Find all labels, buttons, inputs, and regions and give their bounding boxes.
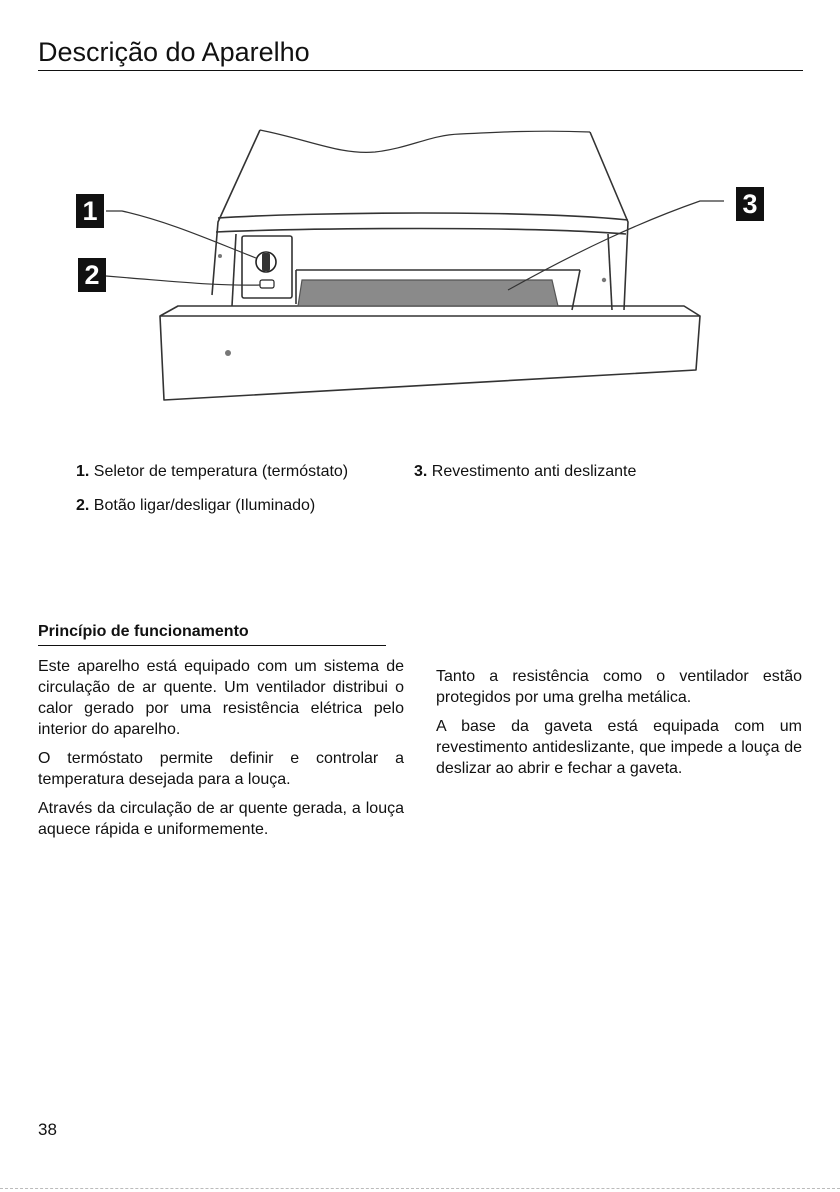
cabinet-top-edge xyxy=(260,130,590,152)
legend-item-3 xyxy=(414,462,636,482)
left-column xyxy=(38,656,404,848)
cabinet-left-edge xyxy=(212,130,260,295)
right-column xyxy=(436,666,802,787)
section-divider xyxy=(38,645,386,646)
legend-number: 3. xyxy=(414,463,428,480)
paragraph: Este aparelho está equipado com um sistema de circulação de ar quente. Um ventilador distribui o calor gerado por uma resistência elétrica pelo interior do aparelho. xyxy=(38,658,404,738)
section-heading: Princípio de funcionamento xyxy=(38,623,249,640)
legend-number: 1. xyxy=(76,463,90,480)
cabinet-right-edge xyxy=(590,132,628,310)
bottom-divider xyxy=(0,1188,840,1189)
warming-drawer-drawing xyxy=(60,110,780,430)
callout-3: 3 xyxy=(736,187,764,221)
page-number: 38 xyxy=(38,1120,57,1139)
power-button xyxy=(260,280,274,288)
title-divider xyxy=(38,70,803,71)
appliance-illustration xyxy=(60,110,780,430)
paragraph: Tanto a resistência como o ventilador estão protegidos por uma grelha metálica. xyxy=(436,668,802,706)
legend-text: Botão ligar/desligar (Iluminado) xyxy=(93,497,316,514)
legend-text: Seletor de temperatura (termóstato) xyxy=(93,463,349,480)
callout-1: 1 xyxy=(76,194,104,228)
legend-number: 2. xyxy=(76,497,90,514)
legend-item-2 xyxy=(76,496,315,516)
drawer-front xyxy=(160,316,700,400)
paragraph: Através da circulação de ar quente gerada, a louça aquece rápida e uniformemente. xyxy=(38,800,404,838)
legend-text: Revestimento anti deslizante xyxy=(431,463,637,480)
paragraph: O termóstato permite definir e controlar a temperatura desejada para a louça. xyxy=(38,750,404,788)
paragraph: A base da gaveta está equipada com um revestimento antideslizante, que impede a louça de deslizar ao abrir e fechar a gaveta. xyxy=(436,718,802,777)
legend-item-1 xyxy=(76,462,348,482)
callout-2: 2 xyxy=(78,258,106,292)
page-title: Descrição do Aparelho xyxy=(38,37,310,67)
